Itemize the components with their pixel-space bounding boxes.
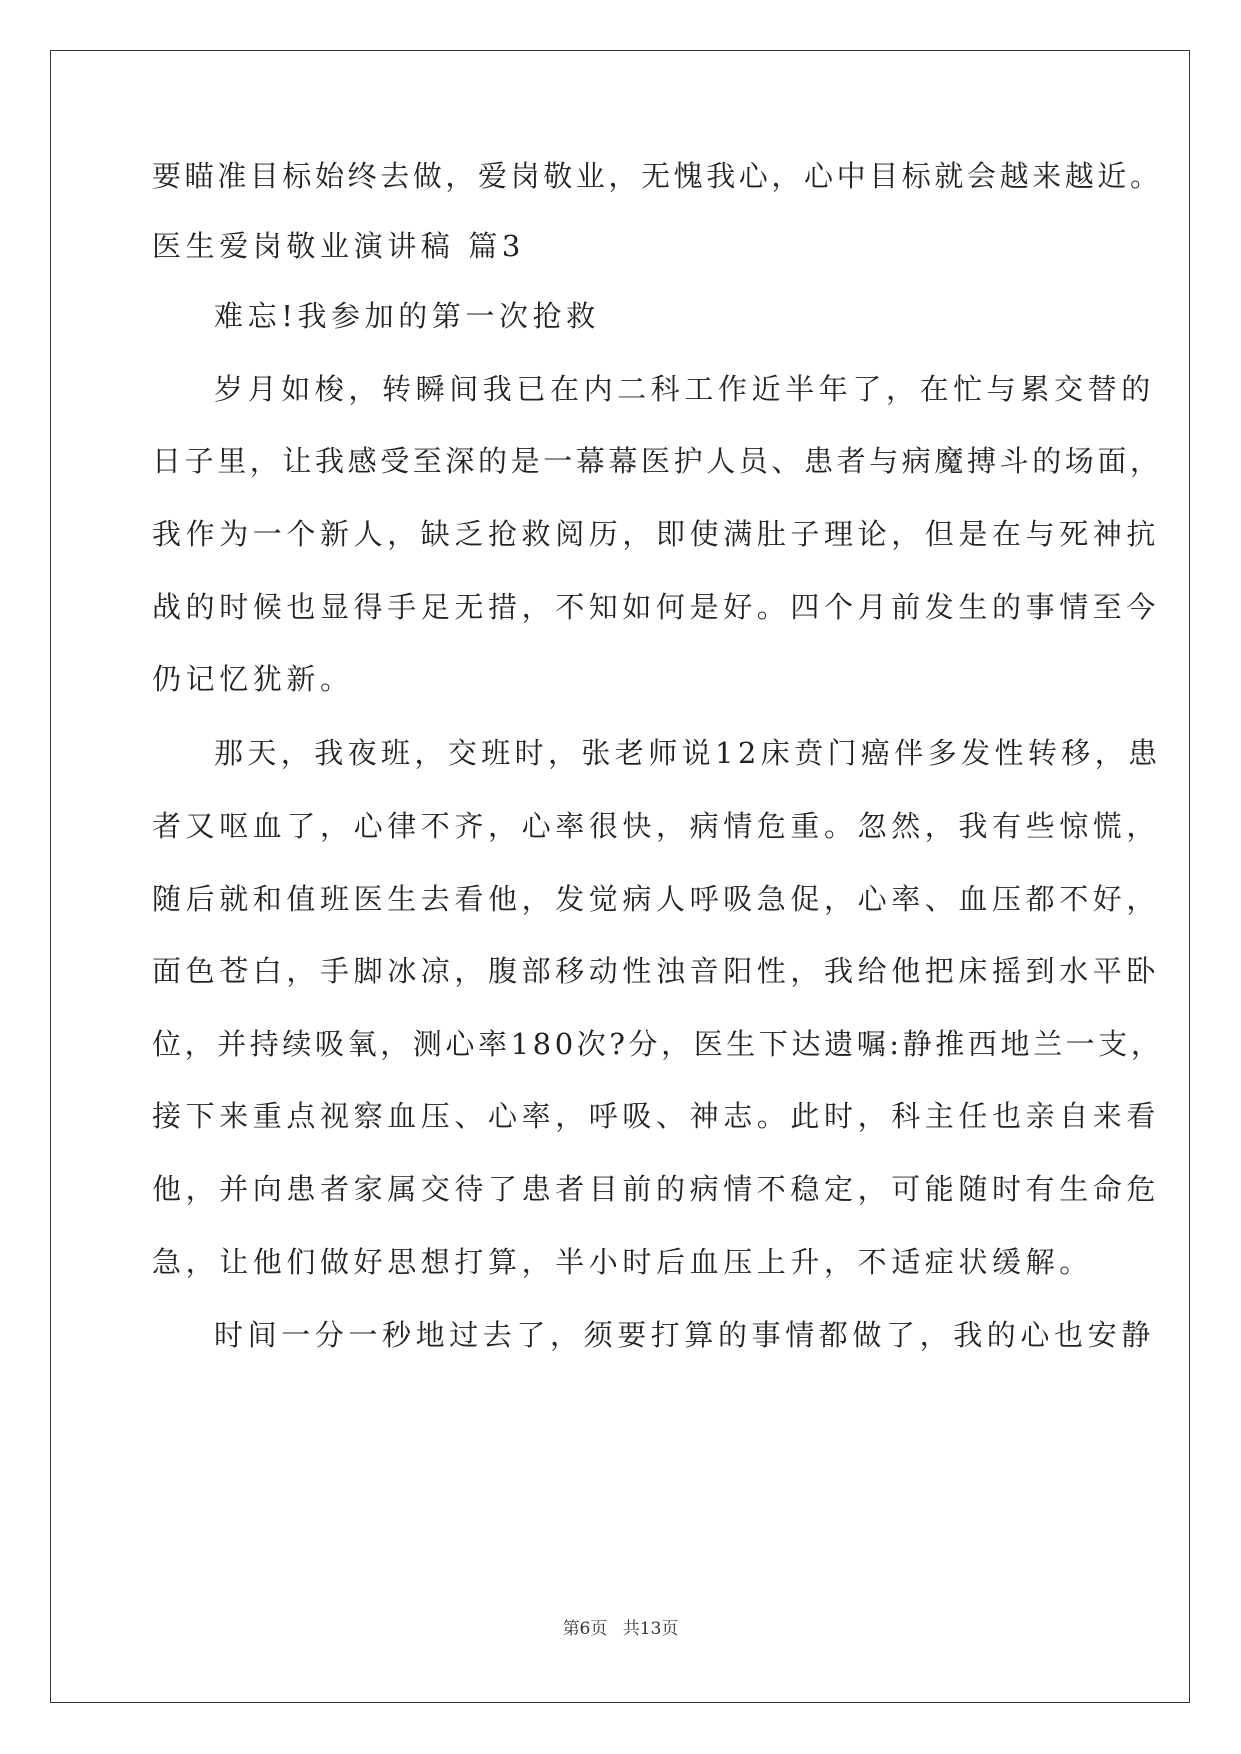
page-total: 共13页 xyxy=(622,1619,679,1639)
text-line: 我作为一个新人，缺乏抢救阅历，即使满肚子理论，但是在与死神抗 xyxy=(152,517,1161,551)
text-line: 他，并向患者家属交待了患者目前的病情不稳定，可能随时有生命危 xyxy=(152,1172,1161,1206)
text-line: 随后就和值班医生去看他，发觉病人呼吸急促，心率、血压都不好， xyxy=(152,882,1161,916)
section-heading: 医生爱岗敬业演讲稿 篇3 xyxy=(152,229,525,263)
text-line: 战的时候也显得手足无措，不知如何是好。四个月前发生的事情至今 xyxy=(152,590,1161,624)
text-line: 仍记忆犹新。 xyxy=(152,662,354,696)
page-number: 第6页 xyxy=(562,1619,608,1639)
text-line: 日子里，让我感受至深的是一幕幕医护人员、患者与病魔搏斗的场面， xyxy=(152,444,1163,478)
text-line: 岁月如梭，转瞬间我已在内二科工作近半年了，在忙与累交替的 xyxy=(214,372,1155,406)
text-line: 那天，我夜班，交班时，张老师说12床贲门癌伴多发性转移，患 xyxy=(214,736,1162,770)
text-line: 位，并持续吸氧，测心率180次?分，医生下达遗嘱:静推西地兰一支， xyxy=(152,1027,1164,1061)
text-line: 接下来重点视察血压、心率，呼吸、神志。此时，科主任也亲自来看 xyxy=(152,1099,1161,1133)
text-line: 面色苍白，手脚冰凉，腹部移动性浊音阳性，我给他把床摇到水平卧 xyxy=(152,954,1161,988)
text-line: 时间一分一秒地过去了，须要打算的事情都做了，我的心也安静 xyxy=(214,1318,1155,1352)
text-line: 急，让他们做好思想打算，半小时后血压上升，不适症状缓解。 xyxy=(152,1245,1093,1279)
text-line: 要瞄准目标始终去做，爱岗敬业，无愧我心，心中目标就会越来越近。 xyxy=(152,159,1163,193)
page-footer xyxy=(0,1618,1241,1640)
article-title: 难忘!我参加的第一次抢救 xyxy=(214,299,600,333)
text-line: 者又呕血了，心律不齐，心率很快，病情危重。忽然，我有些惊慌， xyxy=(152,809,1161,843)
